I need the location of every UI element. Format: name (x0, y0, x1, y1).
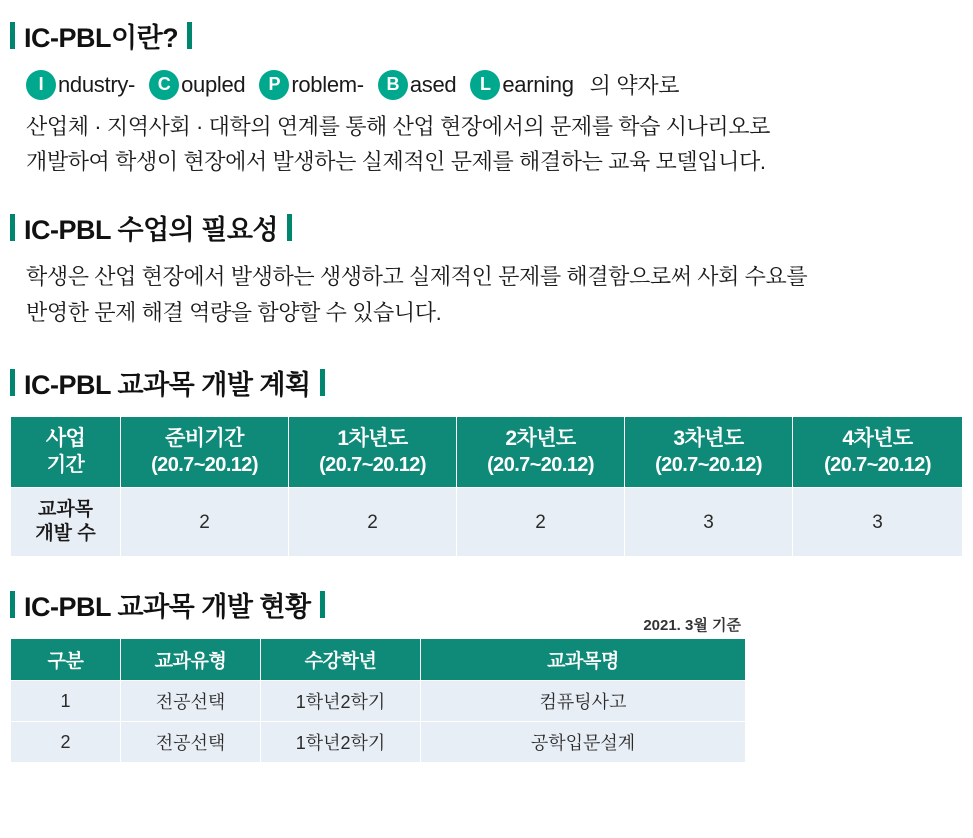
plan-value-4: 3 (793, 488, 963, 557)
section-heading-status (10, 585, 973, 624)
status-r1-c0: 2 (11, 722, 121, 763)
plan-col-3-sub: (20.7~20.12) (487, 454, 594, 476)
acronym-circle-i: I (26, 70, 56, 100)
plan-value-3: 3 (625, 488, 793, 557)
heading-bar-right-icon (320, 369, 325, 396)
acronym-word-coupled: oupled (181, 71, 246, 97)
plan-row-label (11, 488, 121, 557)
necessity-paragraph-1: 학생은 산업 현장에서 발생하는 생생하고 실제적인 문제를 해결함으로써 사회 수요를 (26, 264, 808, 289)
heading-bar-left-icon (10, 369, 15, 396)
section-heading-about-label: IC-PBL이란? (24, 23, 179, 53)
acronym-line (26, 69, 973, 100)
heading-bar-left-icon (10, 22, 15, 49)
plan-col-5 (793, 417, 963, 488)
table-header-row (11, 417, 963, 488)
status-r0-c1: 전공선택 (121, 681, 261, 722)
heading-bar-left-icon (10, 214, 15, 241)
status-col-3: 교과목명 (421, 639, 746, 681)
table-row (11, 681, 746, 722)
section-heading-status-label: IC-PBL 교과목 개발 현황 (24, 592, 311, 622)
about-paragraph-2: 개발하여 학생이 현장에서 발생하는 실제적인 문제를 해결하는 교육 모델입니다. (26, 149, 766, 174)
document-page (0, 16, 973, 838)
plan-value-2: 2 (457, 488, 625, 557)
plan-col-3-title: 2차년도 (505, 427, 576, 450)
plan-table (10, 416, 963, 557)
about-paragraph-1: 산업체 · 지역사회 · 대학의 연계를 통해 산업 현장에서의 문제를 학습 시나리오로 (26, 114, 770, 139)
about-intro (26, 69, 973, 178)
acronym-word-industry: ndustry- (58, 71, 136, 97)
status-r0-c3: 컴퓨팅사고 (421, 681, 746, 722)
plan-value-0: 2 (121, 488, 289, 557)
plan-col-1 (121, 417, 289, 488)
status-col-1: 교과유형 (121, 639, 261, 681)
plan-col-2-title: 1차년도 (337, 427, 408, 450)
plan-col-2-sub: (20.7~20.12) (319, 454, 426, 476)
acronym-circle-l: L (470, 70, 500, 100)
acronym-word-based: ased (409, 71, 457, 97)
plan-col-5-sub: (20.7~20.12) (824, 454, 931, 476)
plan-col-5-title: 4차년도 (842, 427, 913, 450)
status-col-0: 구분 (11, 639, 121, 681)
status-table (10, 638, 746, 763)
heading-bar-right-icon (320, 591, 325, 618)
plan-col-0-title: 사업 (45, 427, 86, 450)
table-row (11, 722, 746, 763)
status-r1-c2: 1학년2학기 (261, 722, 421, 763)
section-heading-plan-label: IC-PBL 교과목 개발 계획 (24, 370, 311, 400)
plan-col-4-title: 3차년도 (673, 427, 744, 450)
status-r0-c0: 1 (11, 681, 121, 722)
plan-col-4-sub: (20.7~20.12) (655, 454, 762, 476)
acronym-circle-b: B (378, 70, 408, 100)
plan-col-1-title: 준비기간 (165, 427, 244, 450)
acronym-circle-p: P (259, 70, 289, 100)
acronym-circle-c: C (149, 70, 179, 100)
status-r0-c2: 1학년2학기 (261, 681, 421, 722)
table-header-row (11, 639, 746, 681)
heading-bar-left-icon (10, 591, 15, 618)
status-note: 2021. 3월 기준 (643, 617, 741, 634)
plan-row-label-title: 교과목 (37, 499, 94, 520)
status-r1-c1: 전공선택 (121, 722, 261, 763)
plan-value-1: 2 (289, 488, 457, 557)
status-r1-c3: 공학입문설계 (421, 722, 746, 763)
acronym-word-problem: roblem- (291, 71, 364, 97)
section-heading-necessity (10, 208, 973, 247)
plan-col-0 (11, 417, 121, 488)
plan-col-0-sub: 기간 (46, 454, 85, 476)
acronym-tail-text: 의 약자로 (589, 73, 680, 98)
heading-bar-right-icon (187, 22, 192, 49)
plan-col-2 (289, 417, 457, 488)
acronym-word-learning: earning (502, 71, 574, 97)
status-section (0, 617, 973, 763)
section-heading-necessity-label: IC-PBL 수업의 필요성 (24, 215, 278, 245)
plan-col-3 (457, 417, 625, 488)
necessity-paragraph-2: 반영한 문제 해결 역량을 함양할 수 있습니다. (26, 300, 442, 325)
table-row (11, 488, 963, 557)
section-heading-plan (10, 363, 973, 402)
plan-row-label-sub: 개발 수 (35, 523, 96, 544)
plan-col-4 (625, 417, 793, 488)
heading-bar-right-icon (287, 214, 292, 241)
section-heading-about (10, 16, 973, 55)
status-col-2: 수강학년 (261, 639, 421, 681)
plan-col-1-sub: (20.7~20.12) (151, 454, 258, 476)
